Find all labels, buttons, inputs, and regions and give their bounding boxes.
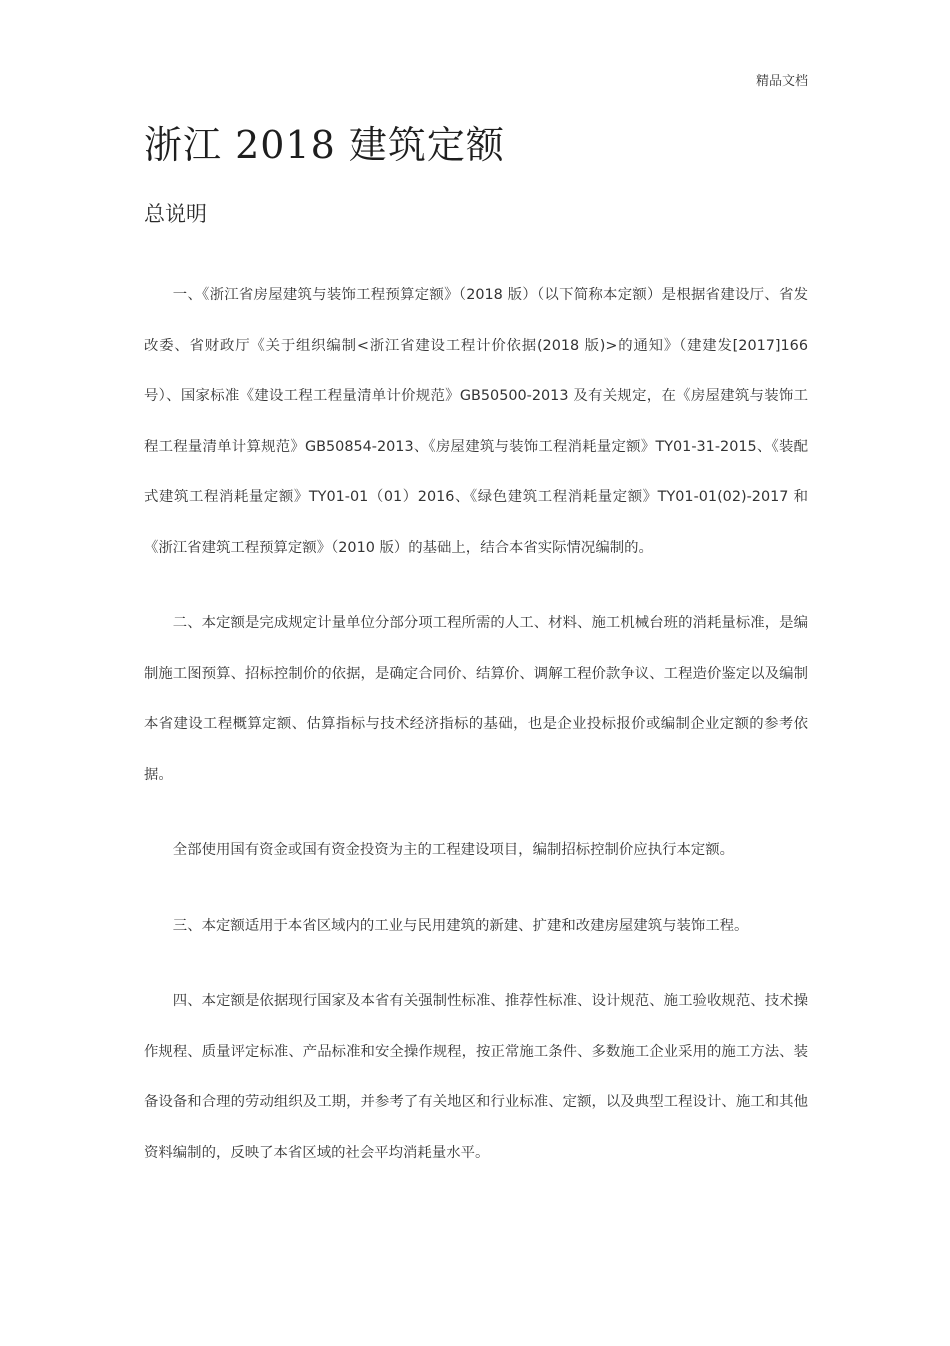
paragraph-5: 四、本定额是依据现行国家及本省有关强制性标准、推荐性标准、设计规范、施工验收规范、技术操作规程、质量评定标准、产品标准和安全操作规程，按正常施工条件、多数施工企业采用的施工方法、装备设备和合理的劳动组织及工期，并参考了有关地区和行业标准、定额，以及典型工程设计、施工和其他资料编制的，反映了本省区域的社会平均消耗量水平。 [144, 993, 808, 1161]
header-note: 精品文档 [755, 74, 808, 89]
paragraph-4: 三、本定额适用于本省区域内的工业与民用建筑的新建、扩建和改建房屋建筑与装饰工程。 [172, 917, 749, 934]
paragraph-3: 全部使用国有资金或国有资金投资为主的工程建设项目，编制招标控制价应执行本定额。 [172, 842, 735, 858]
section-heading: 总说明 [144, 202, 207, 226]
paragraph-2: 二、本定额是完成规定计量单位分部分项工程所需的人工、材料、施工机械台班的消耗量标准，是编制施工图预算、招标控制价的依据，是确定合同价、结算价、调解工程价款争议、工程造价鉴定以及编制本省建设工程概算定额、估算指标与技术经济指标的基础，也是企业投标报价或编制企业定额的参考依据。 [144, 615, 808, 783]
paragraph-1: 一、《浙江省房屋建筑与装饰工程预算定额》（2018 版）（以下简称本定额）是根据省建设厅、省发改委、省财政厅《关于组织编制<浙江省建设工程计价依据(2018 版)>的通知》（建建发[2017]166 号）、国家标准《建设工程工程量清单计价规范》GB50500-2013 及有关规定，在《房屋建筑与装饰工程工程量清单计算规范》GB50854-2013、《房屋建筑与装饰工程消耗量定额》TY01-31-2015、《装配式建筑工程消耗量定额》TY01-01（01）2016、《绿色建筑工程消耗量定额》TY01-01(02)-2017 和《浙江省建筑工程预算定额》（2010 版）的基础上，结合本省实际情况编制的。 [144, 287, 808, 556]
document-title: 浙江 2018 建筑定额 [144, 123, 505, 167]
document-body [144, 270, 808, 1178]
